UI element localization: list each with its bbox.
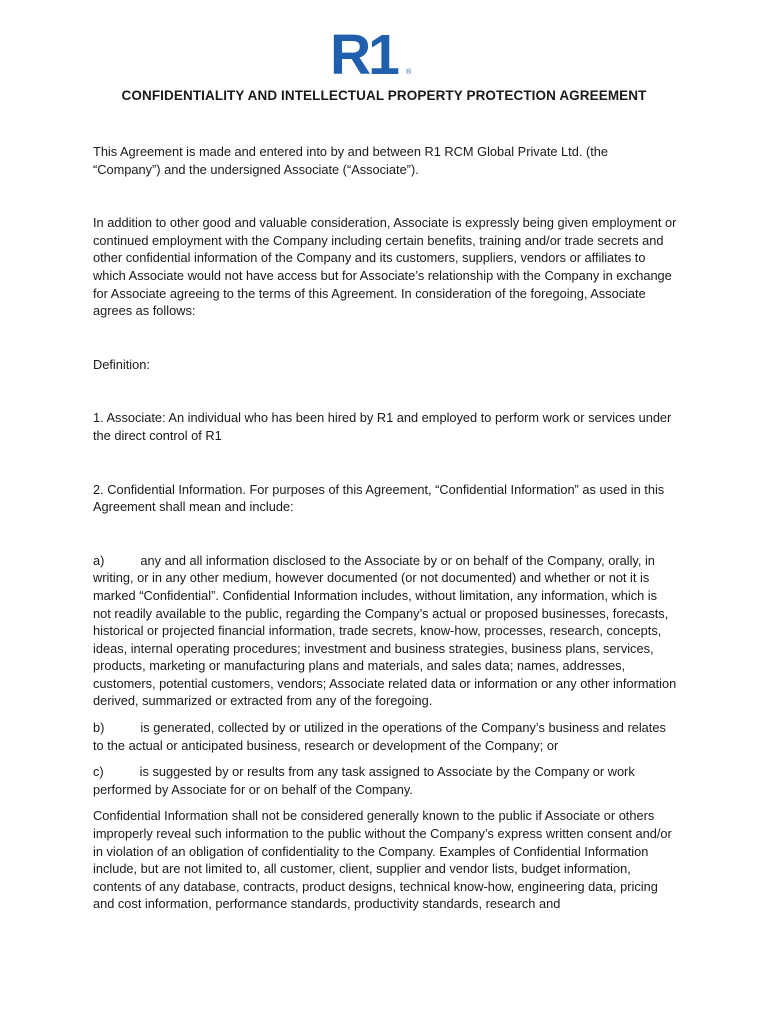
document-body bbox=[93, 143, 678, 913]
definition-confidential-information: 2. Confidential Information. For purposes of this Agreement, “Confidential Information” as used in this Agreement shall mean and include: bbox=[93, 481, 665, 515]
list-item-text: is generated, collected by or utilized in the operations of the Company’s business and relates to the actual or anticipated business, research or development of the Company; or bbox=[93, 720, 666, 753]
list-item-text: is suggested by or results from any task assigned to Associate by the Company or work performed by Associate for or on behalf of the Company. bbox=[93, 764, 635, 797]
list-item-label: c) bbox=[93, 764, 104, 780]
company-logo bbox=[330, 28, 414, 78]
intro-paragraph: This Agreement is made and entered into by and between R1 RCM Global Private Ltd. (the “Company”) and the undersigned Associate (“Associate”). bbox=[93, 144, 608, 177]
closing-paragraph: Confidential Information shall not be considered generally known to the public if Associate or others improperly reveal such information to the public without the Company’s express written consent and/or in violation of an obligation of confidentiality to the Company. Examples of Confidential Information include, but are not limited to, all customer, client, supplier and vendor lists, budget information, contents of any database, contracts, product designs, technical know-how, engineering data, pricing and cost information, performance standards, productivity standards, research and bbox=[93, 808, 672, 912]
list-item-a bbox=[93, 552, 678, 710]
definition-heading: Definition: bbox=[93, 356, 150, 372]
list-item-label: a) bbox=[93, 552, 105, 568]
list-item-b bbox=[93, 719, 678, 754]
definition-associate: 1. Associate: An individual who has been hired by R1 and employed to perform work or services under the direct control of R1 bbox=[93, 410, 672, 443]
logo-text: R1 bbox=[330, 28, 397, 78]
list-item-c bbox=[93, 763, 678, 798]
consideration-paragraph: In addition to other good and valuable consideration, Associate is expressly being given employment or continued employment with the Company including certain benefits, training and/or trade secrets and other confidential information of the Company and its customers, suppliers, vendors or affiliates to which Associate would not have access but for Associate’s relationship with the Company in exchange for Associate agreeing to the terms of this Agreement. In consideration of the foregoing, Associate agrees as follows: bbox=[93, 215, 677, 319]
document-title: CONFIDENTIALITY AND INTELLECTUAL PROPERTY PROTECTION AGREEMENT bbox=[121, 88, 647, 103]
registered-mark: ® bbox=[406, 69, 412, 76]
r1-logo-icon bbox=[330, 28, 414, 78]
list-item-label: b) bbox=[93, 720, 105, 736]
list-item-text: any and all information disclosed to the Associate by or on behalf of the Company, orally, in writing, or in any other medium, however documented (or not documented) and whether or not it is marked “Confidential”. Confidential Information includes, without limitation, any information, which is not readily available to the public, regarding the Company’s actual or proposed businesses, forecasts, historical or projected financial information, trade secrets, know-how, processes, research, concepts, ideas, internal operating procedures; investment and business strategies, business plans, services, products, marketing or manufacturing plans and materials, and sales data; names, addresses, customers, potential customers, vendors; Associate related data or information or any other information derived, summarized or extracted from any of the foregoing. bbox=[93, 552, 677, 709]
